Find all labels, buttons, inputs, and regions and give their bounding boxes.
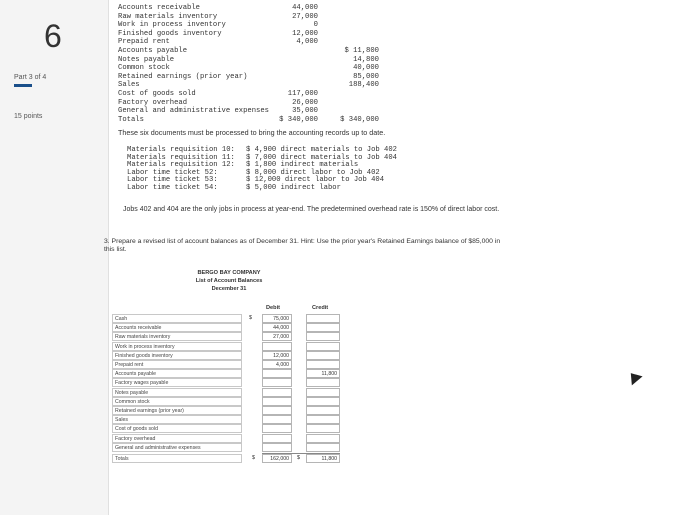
instructions-text: These six documents must be processed to bring the accounting records up to date. <box>118 128 386 137</box>
balance-credit: 40,000 <box>353 64 379 73</box>
debit-input[interactable] <box>262 434 292 443</box>
credit-input[interactable] <box>306 406 340 415</box>
balance-account-name: Work in process inventory <box>118 21 226 30</box>
balance-account-name: Accounts receivable <box>118 4 200 12</box>
balance-debit: 117,000 <box>287 90 318 98</box>
account-name-field[interactable]: Raw materials inventory <box>112 332 242 341</box>
statement-date: December 31 <box>211 286 247 292</box>
credit-input[interactable] <box>306 314 340 323</box>
account-name-field[interactable]: Finished goods inventory <box>112 351 242 360</box>
balance-debit: 4,000 <box>296 38 318 47</box>
question-number: 6 <box>44 18 62 54</box>
credit-input[interactable] <box>306 415 340 424</box>
account-name-field[interactable]: Factory wages payable <box>112 378 242 387</box>
debit-input[interactable] <box>262 415 292 424</box>
balance-account-name: Factory overhead <box>118 98 188 107</box>
document-name: Materials requisition 10: <box>127 146 235 154</box>
account-name-field[interactable]: Prepaid rent <box>112 360 242 369</box>
balance-debit: 35,000 <box>292 107 318 116</box>
balance-debit: 0 <box>313 21 318 30</box>
account-name-field[interactable]: Factory overhead <box>112 434 242 443</box>
account-name-field[interactable]: Sales <box>112 415 242 424</box>
account-name-field[interactable]: Accounts payable <box>112 369 242 378</box>
document-detail: $ 12,000 direct labor to Job 404 <box>246 176 385 185</box>
document-name: Labor time ticket 53: <box>127 176 218 185</box>
credit-input[interactable] <box>306 351 340 360</box>
balance-debit: $ 340,000 <box>279 115 318 124</box>
document-name: Materials requisition 12: <box>127 161 235 170</box>
balance-debit: 12,000 <box>292 29 318 38</box>
debit-input[interactable] <box>262 406 292 415</box>
credit-input[interactable] <box>306 424 340 433</box>
debit-input[interactable] <box>262 424 292 433</box>
question-sidebar <box>0 0 109 515</box>
debit-header: Debit <box>266 305 280 311</box>
balance-credit: $ 11,800 <box>344 47 379 55</box>
points-label: 15 points <box>14 113 43 120</box>
document-name: Labor time ticket 52: <box>127 168 218 177</box>
balance-account-name: Accounts payable <box>118 47 188 55</box>
balance-account-name: Totals <box>118 115 144 124</box>
account-name-field[interactable]: General and administrative expenses <box>112 443 242 452</box>
balance-account-name: Raw materials inventory <box>118 12 218 21</box>
mouse-cursor-icon <box>625 369 642 386</box>
balance-credit: 14,800 <box>353 55 379 64</box>
credit-input[interactable] <box>306 434 340 443</box>
currency-symbol: $ <box>252 455 255 461</box>
credit-input[interactable] <box>306 323 340 332</box>
document-detail: $ 1,800 indirect materials <box>246 161 359 170</box>
balance-credit: $ 340,000 <box>340 115 379 124</box>
debit-input[interactable]: 12,000 <box>262 351 292 360</box>
balance-credit: 85,000 <box>353 72 379 81</box>
document-name: Labor time ticket 54: <box>127 184 218 192</box>
document-detail: $ 8,000 direct labor to Job 402 <box>246 168 380 177</box>
credit-input[interactable] <box>306 443 340 452</box>
debit-input[interactable] <box>262 397 292 406</box>
balance-account-name: Retained earnings (prior year) <box>118 72 248 81</box>
credit-input[interactable] <box>306 397 340 406</box>
debit-input[interactable]: 44,000 <box>262 323 292 332</box>
total-debit: 162,000 <box>262 454 292 463</box>
balance-debit: 27,000 <box>292 12 318 21</box>
credit-input[interactable] <box>306 388 340 397</box>
document-detail: $ 5,000 indirect labor <box>246 184 341 192</box>
account-name-field[interactable]: Accounts receivable <box>112 323 242 332</box>
account-name-field[interactable]: Cost of goods sold <box>112 424 242 433</box>
account-name-field[interactable]: Notes payable <box>112 388 242 397</box>
debit-input[interactable] <box>262 369 292 378</box>
balance-account-name: Sales <box>118 81 140 90</box>
part-indicator[interactable]: Part 3 of 4 <box>14 74 47 81</box>
balance-account-name: Notes payable <box>118 55 175 64</box>
debit-input[interactable] <box>262 388 292 397</box>
part3-prompt-continued: this list. <box>104 246 127 253</box>
part3-prompt: 3. Prepare a revised list of account balances as of December 31. Hint: Use the prior year's Retained Earnings balance of $85,000 in <box>104 238 501 245</box>
account-name-field[interactable]: Cash <box>112 314 242 323</box>
document-name: Materials requisition 11: <box>127 153 235 162</box>
debit-input[interactable] <box>262 378 292 387</box>
credit-input[interactable] <box>306 332 340 341</box>
currency-symbol: $ <box>249 315 252 321</box>
company-name: BERGO BAY COMPANY <box>197 270 261 276</box>
balance-debit: 44,000 <box>292 4 318 12</box>
jobs-note: Jobs 402 and 404 are the only jobs in process at year-end. The predetermined overhead rate is 150% of direct labor cost. <box>123 206 500 213</box>
debit-input[interactable]: 27,000 <box>262 332 292 341</box>
debit-input[interactable] <box>262 342 292 351</box>
total-credit: 11,800 <box>306 454 340 463</box>
statement-title: List of Account Balances <box>195 278 263 284</box>
document-detail: $ 7,000 direct materials to Job 404 <box>246 153 397 162</box>
debit-input[interactable]: 4,000 <box>262 360 292 369</box>
totals-label: Totals <box>112 454 242 463</box>
debit-input[interactable] <box>262 443 292 452</box>
debit-input[interactable]: 75,000 <box>262 314 292 323</box>
currency-symbol: $ <box>297 455 300 461</box>
balance-account-name: General and administrative expenses <box>118 107 269 116</box>
credit-input[interactable] <box>306 342 340 351</box>
credit-input[interactable]: 11,800 <box>306 369 340 378</box>
balance-account-name: Common stock <box>118 64 170 73</box>
credit-input[interactable] <box>306 360 340 369</box>
balance-account-name: Finished goods inventory <box>118 29 222 38</box>
document-detail: $ 4,900 direct materials to Job 402 <box>246 146 397 154</box>
balance-credit: 188,400 <box>348 81 379 90</box>
balance-account-name: Prepaid rent <box>118 38 170 47</box>
credit-input[interactable] <box>306 378 340 387</box>
account-name-field[interactable]: Work in process inventory <box>112 342 242 351</box>
balance-debit: 26,000 <box>292 98 318 107</box>
credit-header: Credit <box>312 305 329 311</box>
part-progress-bar <box>14 84 32 87</box>
account-name-field[interactable]: Retained earnings (prior year) <box>112 406 242 415</box>
balance-account-name: Cost of goods sold <box>118 90 196 98</box>
account-name-field[interactable]: Common stock <box>112 397 242 406</box>
